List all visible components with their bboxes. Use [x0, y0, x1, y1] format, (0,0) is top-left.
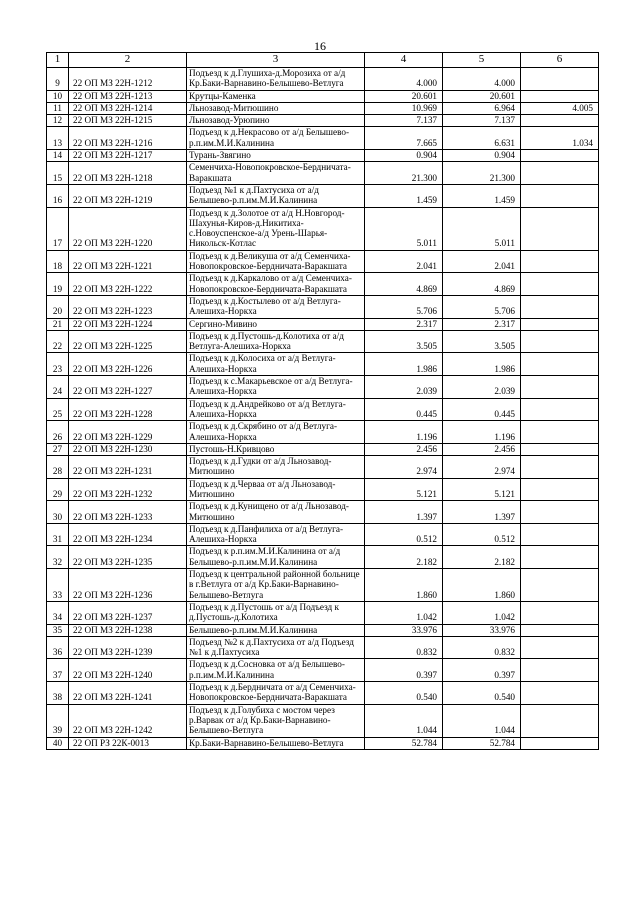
- length-total: 52.784: [365, 737, 443, 749]
- road-name: Подъезд к с.Макарьевское от а/д Ветлуга-Алешиха-Норкха: [187, 376, 365, 399]
- road-name: Белышево-р.п.им.М.И.Калинина: [187, 624, 365, 636]
- length-col6: [521, 523, 599, 546]
- row-number: 19: [47, 273, 69, 296]
- length-col6: [521, 353, 599, 376]
- length-col6: [521, 478, 599, 501]
- row-number: 35: [47, 624, 69, 636]
- road-name: Семенчиха-Новопокровское-Бердничата-Варакшата: [187, 162, 365, 185]
- row-number: 38: [47, 682, 69, 705]
- table-row: [47, 636, 599, 659]
- table-row: [47, 184, 599, 207]
- length-col6: [521, 115, 599, 127]
- road-name: Подъезд к д.Андрейково от а/д Ветлуга-Алешиха-Норкха: [187, 398, 365, 421]
- table-row: [47, 68, 599, 91]
- length-col5: 3.505: [443, 330, 521, 353]
- road-name: Подъезд к д.Панфилиха от а/д Ветлуга-Алешиха-Норкха: [187, 523, 365, 546]
- road-name: Подъезд к д.Каркалово от а/д Семенчиха-Новопокровское-Бердничата-Варакшата: [187, 273, 365, 296]
- length-col5: 1.986: [443, 353, 521, 376]
- road-name: Подъезд к центральной районной больнице в г.Ветлуга от а/д Кр.Баки-Варнавино-Белышево-Ветлуга: [187, 569, 365, 602]
- road-name: Кр.Баки-Варнавино-Белышево-Ветлуга: [187, 737, 365, 749]
- length-total: 1.044: [365, 704, 443, 737]
- row-number: 15: [47, 162, 69, 185]
- length-col5: 1.044: [443, 704, 521, 737]
- length-col5: 20.601: [443, 90, 521, 102]
- length-total: 1.860: [365, 569, 443, 602]
- length-col6: [521, 659, 599, 682]
- table-row: [47, 421, 599, 444]
- length-col5: 7.137: [443, 115, 521, 127]
- length-col5: 0.512: [443, 523, 521, 546]
- road-code: 22 ОП МЗ 22Н-1212: [69, 68, 187, 91]
- length-total: 1.196: [365, 421, 443, 444]
- length-col5: 33.976: [443, 624, 521, 636]
- row-number: 34: [47, 601, 69, 624]
- length-col6: [521, 546, 599, 569]
- row-number: 9: [47, 68, 69, 91]
- length-col6: [521, 636, 599, 659]
- length-col6: [521, 162, 599, 185]
- row-number: 29: [47, 478, 69, 501]
- length-col5: 1.196: [443, 421, 521, 444]
- road-name: Подъезд к д.Сосновка от а/д Белышево-р.п.им.М.И.Калинина: [187, 659, 365, 682]
- road-code: 22 ОП МЗ 22Н-1213: [69, 90, 187, 102]
- length-col6: [521, 184, 599, 207]
- length-col6: [521, 501, 599, 524]
- table-row: [47, 207, 599, 250]
- road-code: 22 ОП МЗ 22Н-1238: [69, 624, 187, 636]
- length-col5: 6.964: [443, 102, 521, 114]
- length-col6: [521, 601, 599, 624]
- length-total: 1.459: [365, 184, 443, 207]
- length-col5: 0.904: [443, 150, 521, 162]
- row-number: 30: [47, 501, 69, 524]
- length-total: 33.976: [365, 624, 443, 636]
- road-code: 22 ОП МЗ 22Н-1234: [69, 523, 187, 546]
- road-code: 22 ОП МЗ 22Н-1240: [69, 659, 187, 682]
- length-total: 2.182: [365, 546, 443, 569]
- length-col5: 2.456: [443, 443, 521, 455]
- row-number: 14: [47, 150, 69, 162]
- row-number: 10: [47, 90, 69, 102]
- row-number: 13: [47, 127, 69, 150]
- table-row: [47, 704, 599, 737]
- road-code: 22 ОП МЗ 22Н-1229: [69, 421, 187, 444]
- road-name: Подъезд к д.Колосиха от а/д Ветлуга-Алешиха-Норкха: [187, 353, 365, 376]
- length-col5: 2.974: [443, 456, 521, 479]
- row-number: 33: [47, 569, 69, 602]
- length-col6: [521, 150, 599, 162]
- row-number: 12: [47, 115, 69, 127]
- length-total: 4.869: [365, 273, 443, 296]
- length-col5: 2.182: [443, 546, 521, 569]
- length-col5: 21.300: [443, 162, 521, 185]
- column-header: 5: [443, 53, 521, 68]
- road-code: 22 ОП МЗ 22Н-1225: [69, 330, 187, 353]
- length-total: 0.832: [365, 636, 443, 659]
- length-col5: 2.041: [443, 250, 521, 273]
- road-name: Сергино-Мивино: [187, 318, 365, 330]
- row-number: 21: [47, 318, 69, 330]
- length-total: 2.456: [365, 443, 443, 455]
- length-total: 10.969: [365, 102, 443, 114]
- table-row: [47, 523, 599, 546]
- road-name: Крутцы-Каменка: [187, 90, 365, 102]
- row-number: 39: [47, 704, 69, 737]
- road-name: Подъезд к р.п.им.М.И.Калинина от а/д Белышево-р.п.им.М.И.Калинина: [187, 546, 365, 569]
- column-header: 2: [69, 53, 187, 68]
- road-code: 22 ОП МЗ 22Н-1218: [69, 162, 187, 185]
- road-name: Подъезд к д.Костылево от а/д Ветлуга-Алешиха-Норкха: [187, 295, 365, 318]
- length-total: 1.986: [365, 353, 443, 376]
- length-total: 5.706: [365, 295, 443, 318]
- road-code: 22 ОП МЗ 22Н-1242: [69, 704, 187, 737]
- length-total: 2.974: [365, 456, 443, 479]
- row-number: 37: [47, 659, 69, 682]
- row-number: 23: [47, 353, 69, 376]
- table-row: [47, 546, 599, 569]
- road-code: 22 ОП МЗ 22Н-1241: [69, 682, 187, 705]
- road-code: 22 ОП МЗ 22Н-1226: [69, 353, 187, 376]
- road-name: Подъезд к д.Великуша от а/д Семенчиха-Новопокровское-Бердничата-Варакшата: [187, 250, 365, 273]
- road-code: 22 ОП МЗ 22Н-1227: [69, 376, 187, 399]
- road-code: 22 ОП МЗ 22Н-1230: [69, 443, 187, 455]
- table-row: [47, 318, 599, 330]
- length-col5: 2.317: [443, 318, 521, 330]
- road-code: 22 ОП МЗ 22Н-1232: [69, 478, 187, 501]
- table-row: [47, 569, 599, 602]
- length-total: 1.042: [365, 601, 443, 624]
- road-name: Подъезд №2 к д.Пахтусиха от а/д Подъезд №1 к д.Пахтусиха: [187, 636, 365, 659]
- length-total: 7.137: [365, 115, 443, 127]
- length-col5: 1.459: [443, 184, 521, 207]
- length-col6: [521, 250, 599, 273]
- column-header: 6: [521, 53, 599, 68]
- table-row: [47, 601, 599, 624]
- road-name: Пустошь-Н.Кривцово: [187, 443, 365, 455]
- length-col6: [521, 207, 599, 250]
- table-row: [47, 456, 599, 479]
- road-code: 22 ОП МЗ 22Н-1235: [69, 546, 187, 569]
- row-number: 26: [47, 421, 69, 444]
- length-col6: [521, 421, 599, 444]
- road-name: Подъезд к д.Пустошь-д.Колотиха от а/д Ветлуга-Алешиха-Норкха: [187, 330, 365, 353]
- row-number: 31: [47, 523, 69, 546]
- length-col6: [521, 737, 599, 749]
- table-row: [47, 273, 599, 296]
- length-total: 0.397: [365, 659, 443, 682]
- road-name: Подъезд к д.Некрасово от а/д Белышево-р.п.им.М.И.Калинина: [187, 127, 365, 150]
- length-total: 5.121: [365, 478, 443, 501]
- row-number: 24: [47, 376, 69, 399]
- length-col5: 0.832: [443, 636, 521, 659]
- road-code: 22 ОП МЗ 22Н-1233: [69, 501, 187, 524]
- road-code: 22 ОП МЗ 22Н-1219: [69, 184, 187, 207]
- road-name: Турань-Звягино: [187, 150, 365, 162]
- length-col5: 1.397: [443, 501, 521, 524]
- length-col6: [521, 682, 599, 705]
- road-name: Льнозавод-Урюпино: [187, 115, 365, 127]
- table-row: [47, 398, 599, 421]
- length-total: 4.000: [365, 68, 443, 91]
- road-code: 22 ОП МЗ 22Н-1236: [69, 569, 187, 602]
- length-col5: 4.000: [443, 68, 521, 91]
- row-number: 11: [47, 102, 69, 114]
- row-number: 22: [47, 330, 69, 353]
- length-col6: [521, 318, 599, 330]
- road-name: Подъезд к д.Черваа от а/д Льнозавод-Митюшино: [187, 478, 365, 501]
- length-total: 5.011: [365, 207, 443, 250]
- length-total: 20.601: [365, 90, 443, 102]
- road-code: 22 ОП МЗ 22Н-1223: [69, 295, 187, 318]
- table-row: [47, 624, 599, 636]
- length-col5: 0.397: [443, 659, 521, 682]
- length-total: 21.300: [365, 162, 443, 185]
- length-total: 0.904: [365, 150, 443, 162]
- length-col5: 0.445: [443, 398, 521, 421]
- table-row: [47, 127, 599, 150]
- row-number: 32: [47, 546, 69, 569]
- length-col6: 1.034: [521, 127, 599, 150]
- row-number: 40: [47, 737, 69, 749]
- table-row: [47, 376, 599, 399]
- table-row: [47, 250, 599, 273]
- road-code: 22 ОП МЗ 22Н-1231: [69, 456, 187, 479]
- column-header: 1: [47, 53, 69, 68]
- road-code: 22 ОП МЗ 22Н-1237: [69, 601, 187, 624]
- length-col6: [521, 295, 599, 318]
- road-code: 22 ОП МЗ 22Н-1228: [69, 398, 187, 421]
- length-col5: 0.540: [443, 682, 521, 705]
- road-name: Подъезд к д.Золотое от а/д Н.Новгород-Шахунья-Киров-д.Никитиха-с.Новоуспенское-а/д Урень-Шарья-Никольск-Котлас: [187, 207, 365, 250]
- road-code: 22 ОП МЗ 22Н-1239: [69, 636, 187, 659]
- row-number: 25: [47, 398, 69, 421]
- length-col5: 1.042: [443, 601, 521, 624]
- row-number: 17: [47, 207, 69, 250]
- table-row: [47, 102, 599, 114]
- table-row: [47, 353, 599, 376]
- length-col5: 4.869: [443, 273, 521, 296]
- table-row: [47, 162, 599, 185]
- table-row: [47, 659, 599, 682]
- column-header: 3: [187, 53, 365, 68]
- header-row: [47, 53, 599, 68]
- road-code: 22 ОП МЗ 22Н-1224: [69, 318, 187, 330]
- row-number: 20: [47, 295, 69, 318]
- table-row: [47, 115, 599, 127]
- length-col5: 5.011: [443, 207, 521, 250]
- road-code: 22 ОП МЗ 22Н-1221: [69, 250, 187, 273]
- table-row: [47, 295, 599, 318]
- table-row: [47, 682, 599, 705]
- length-total: 3.505: [365, 330, 443, 353]
- length-col6: 4.005: [521, 102, 599, 114]
- road-name: Льнозавод-Митюшино: [187, 102, 365, 114]
- length-col6: [521, 376, 599, 399]
- road-code: 22 ОП МЗ 22Н-1217: [69, 150, 187, 162]
- length-col6: [521, 273, 599, 296]
- length-col6: [521, 68, 599, 91]
- road-name: Подъезд к д.Глушиха-д.Морозиха от а/д Кр.Баки-Варнавино-Белышево-Ветлуга: [187, 68, 365, 91]
- length-col5: 5.706: [443, 295, 521, 318]
- road-code: 22 ОП МЗ 22Н-1215: [69, 115, 187, 127]
- length-total: 0.445: [365, 398, 443, 421]
- length-col5: 2.039: [443, 376, 521, 399]
- length-col6: [521, 398, 599, 421]
- table-row: [47, 737, 599, 749]
- length-col5: 5.121: [443, 478, 521, 501]
- road-code: 22 ОП РЗ 22К-0013: [69, 737, 187, 749]
- row-number: 36: [47, 636, 69, 659]
- row-number: 28: [47, 456, 69, 479]
- table-row: [47, 501, 599, 524]
- length-total: 7.665: [365, 127, 443, 150]
- table-row: [47, 443, 599, 455]
- length-col6: [521, 90, 599, 102]
- length-col6: [521, 569, 599, 602]
- column-header: 4: [365, 53, 443, 68]
- road-name: Подъезд №1 к д.Пахтусиха от а/д Белышево-р.п.им.М.И.Калинина: [187, 184, 365, 207]
- road-code: 22 ОП МЗ 22Н-1222: [69, 273, 187, 296]
- length-col5: 1.860: [443, 569, 521, 602]
- road-name: Подъезд к д.Пустошь от а/д Подъезд к д.Пустошь-д.Колотиха: [187, 601, 365, 624]
- row-number: 18: [47, 250, 69, 273]
- road-name: Подъезд к д.Голубиха с мостом через р.Варвак от а/д Кр.Баки-Варнавино-Белышево-Ветлуга: [187, 704, 365, 737]
- length-col6: [521, 443, 599, 455]
- length-col6: [521, 456, 599, 479]
- table-row: [47, 90, 599, 102]
- length-col6: [521, 624, 599, 636]
- length-total: 0.540: [365, 682, 443, 705]
- length-total: 1.397: [365, 501, 443, 524]
- length-total: 2.041: [365, 250, 443, 273]
- length-col6: [521, 704, 599, 737]
- length-col6: [521, 330, 599, 353]
- row-number: 27: [47, 443, 69, 455]
- length-col5: 52.784: [443, 737, 521, 749]
- road-code: 22 ОП МЗ 22Н-1216: [69, 127, 187, 150]
- road-name: Подъезд к д.Скрябино от а/д Ветлуга-Алешиха-Норкха: [187, 421, 365, 444]
- length-total: 2.039: [365, 376, 443, 399]
- length-total: 2.317: [365, 318, 443, 330]
- road-code: 22 ОП МЗ 22Н-1220: [69, 207, 187, 250]
- table-row: [47, 478, 599, 501]
- table-row: [47, 150, 599, 162]
- road-name: Подъезд к д.Гудки от а/д Льнозавод-Митюшино: [187, 456, 365, 479]
- road-name: Подъезд к д.Бердничата от а/д Семенчиха-Новопокровское-Бердничата-Варакшата: [187, 682, 365, 705]
- roads-table: [46, 52, 599, 750]
- page-number: 16: [314, 39, 326, 53]
- road-code: 22 ОП МЗ 22Н-1214: [69, 102, 187, 114]
- table-row: [47, 330, 599, 353]
- road-name: Подъезд к д.Кунищено от а/д Льнозавод-Митюшино: [187, 501, 365, 524]
- row-number: 16: [47, 184, 69, 207]
- length-total: 0.512: [365, 523, 443, 546]
- length-col5: 6.631: [443, 127, 521, 150]
